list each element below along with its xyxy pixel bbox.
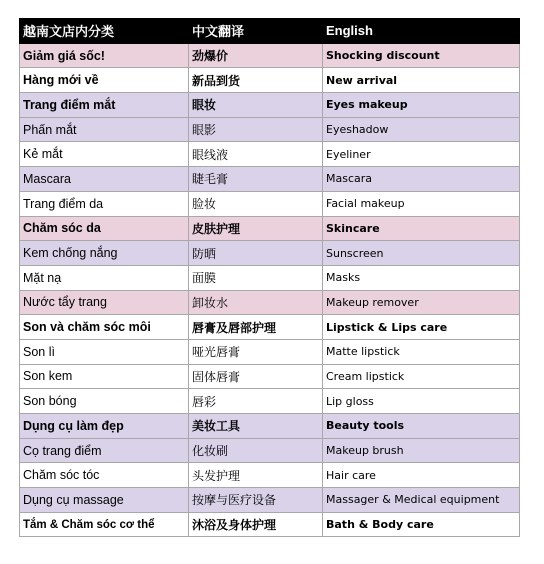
table-row (20, 265, 520, 290)
cell-vietnamese: Mặt nạ (20, 265, 189, 290)
table-row (20, 389, 520, 414)
cell-english: Massager & Medical equipment (323, 488, 520, 513)
cell-english: Lipstick & Lips care (323, 315, 520, 340)
cell-chinese: 唇彩 (189, 389, 323, 414)
cell-chinese: 卸妆水 (189, 290, 323, 315)
cell-chinese: 脸妆 (189, 191, 323, 216)
cell-vietnamese: Dụng cụ làm đẹp (20, 414, 189, 439)
cell-vietnamese: Tắm & Chăm sóc cơ thể (20, 512, 189, 537)
table-row (20, 68, 520, 93)
table-row (20, 216, 520, 241)
cell-vietnamese: Giảm giá sốc! (20, 43, 189, 68)
cell-chinese: 按摩与医疗设备 (189, 488, 323, 513)
cell-vietnamese: Nước tẩy trang (20, 290, 189, 315)
category-translation-table (19, 18, 520, 537)
cell-english: Hair care (323, 463, 520, 488)
cell-chinese: 面膜 (189, 265, 323, 290)
cell-vietnamese: Dụng cụ massage (20, 488, 189, 513)
header-chinese: 中文翻译 (189, 19, 323, 44)
table-row (20, 512, 520, 537)
cell-vietnamese: Trang điểm da (20, 191, 189, 216)
cell-vietnamese: Son bóng (20, 389, 189, 414)
cell-english: Eyeliner (323, 142, 520, 167)
cell-vietnamese: Kem chống nắng (20, 241, 189, 266)
cell-chinese: 化妆刷 (189, 438, 323, 463)
cell-vietnamese: Chăm sóc tóc (20, 463, 189, 488)
cell-chinese: 哑光唇膏 (189, 339, 323, 364)
table-row (20, 93, 520, 118)
table-row (20, 463, 520, 488)
cell-english: Matte lipstick (323, 339, 520, 364)
cell-english: Bath & Body care (323, 512, 520, 537)
cell-english: Sunscreen (323, 241, 520, 266)
table-row (20, 43, 520, 68)
cell-english: Makeup brush (323, 438, 520, 463)
cell-chinese: 眼线液 (189, 142, 323, 167)
cell-vietnamese: Hàng mới về (20, 68, 189, 93)
cell-chinese: 眼影 (189, 117, 323, 142)
cell-chinese: 防晒 (189, 241, 323, 266)
cell-vietnamese: Kẻ mắt (20, 142, 189, 167)
table-row (20, 142, 520, 167)
cell-vietnamese: Phấn mắt (20, 117, 189, 142)
cell-english: Lip gloss (323, 389, 520, 414)
cell-vietnamese: Son và chăm sóc môi (20, 315, 189, 340)
cell-english: Eyeshadow (323, 117, 520, 142)
cell-chinese: 固体唇膏 (189, 364, 323, 389)
header-row (20, 19, 520, 44)
cell-chinese: 头发护理 (189, 463, 323, 488)
cell-vietnamese: Chăm sóc da (20, 216, 189, 241)
header-english: English (323, 19, 520, 44)
cell-vietnamese: Trang điểm mắt (20, 93, 189, 118)
cell-english: Makeup remover (323, 290, 520, 315)
cell-english: Masks (323, 265, 520, 290)
cell-english: Cream lipstick (323, 364, 520, 389)
cell-chinese: 眼妆 (189, 93, 323, 118)
cell-english: Beauty tools (323, 414, 520, 439)
table-row (20, 438, 520, 463)
table-row (20, 167, 520, 192)
table-row (20, 364, 520, 389)
cell-english: Skincare (323, 216, 520, 241)
cell-chinese: 皮肤护理 (189, 216, 323, 241)
cell-english: Eyes makeup (323, 93, 520, 118)
table-body (20, 43, 520, 537)
cell-chinese: 睫毛膏 (189, 167, 323, 192)
cell-chinese: 美妆工具 (189, 414, 323, 439)
table-row (20, 488, 520, 513)
cell-chinese: 新品到货 (189, 68, 323, 93)
cell-english: Facial makeup (323, 191, 520, 216)
cell-vietnamese: Cọ trang điểm (20, 438, 189, 463)
cell-vietnamese: Mascara (20, 167, 189, 192)
table-row (20, 241, 520, 266)
cell-vietnamese: Son kem (20, 364, 189, 389)
table-row (20, 191, 520, 216)
cell-english: Mascara (323, 167, 520, 192)
cell-english: Shocking discount (323, 43, 520, 68)
cell-chinese: 唇膏及唇部护理 (189, 315, 323, 340)
header-vietnamese: 越南文店内分类 (20, 19, 189, 44)
table-row (20, 414, 520, 439)
cell-vietnamese: Son lì (20, 339, 189, 364)
cell-chinese: 沐浴及身体护理 (189, 512, 323, 537)
cell-english: New arrival (323, 68, 520, 93)
table-row (20, 315, 520, 340)
table-row (20, 117, 520, 142)
cell-chinese: 劲爆价 (189, 43, 323, 68)
table-row (20, 290, 520, 315)
table-row (20, 339, 520, 364)
